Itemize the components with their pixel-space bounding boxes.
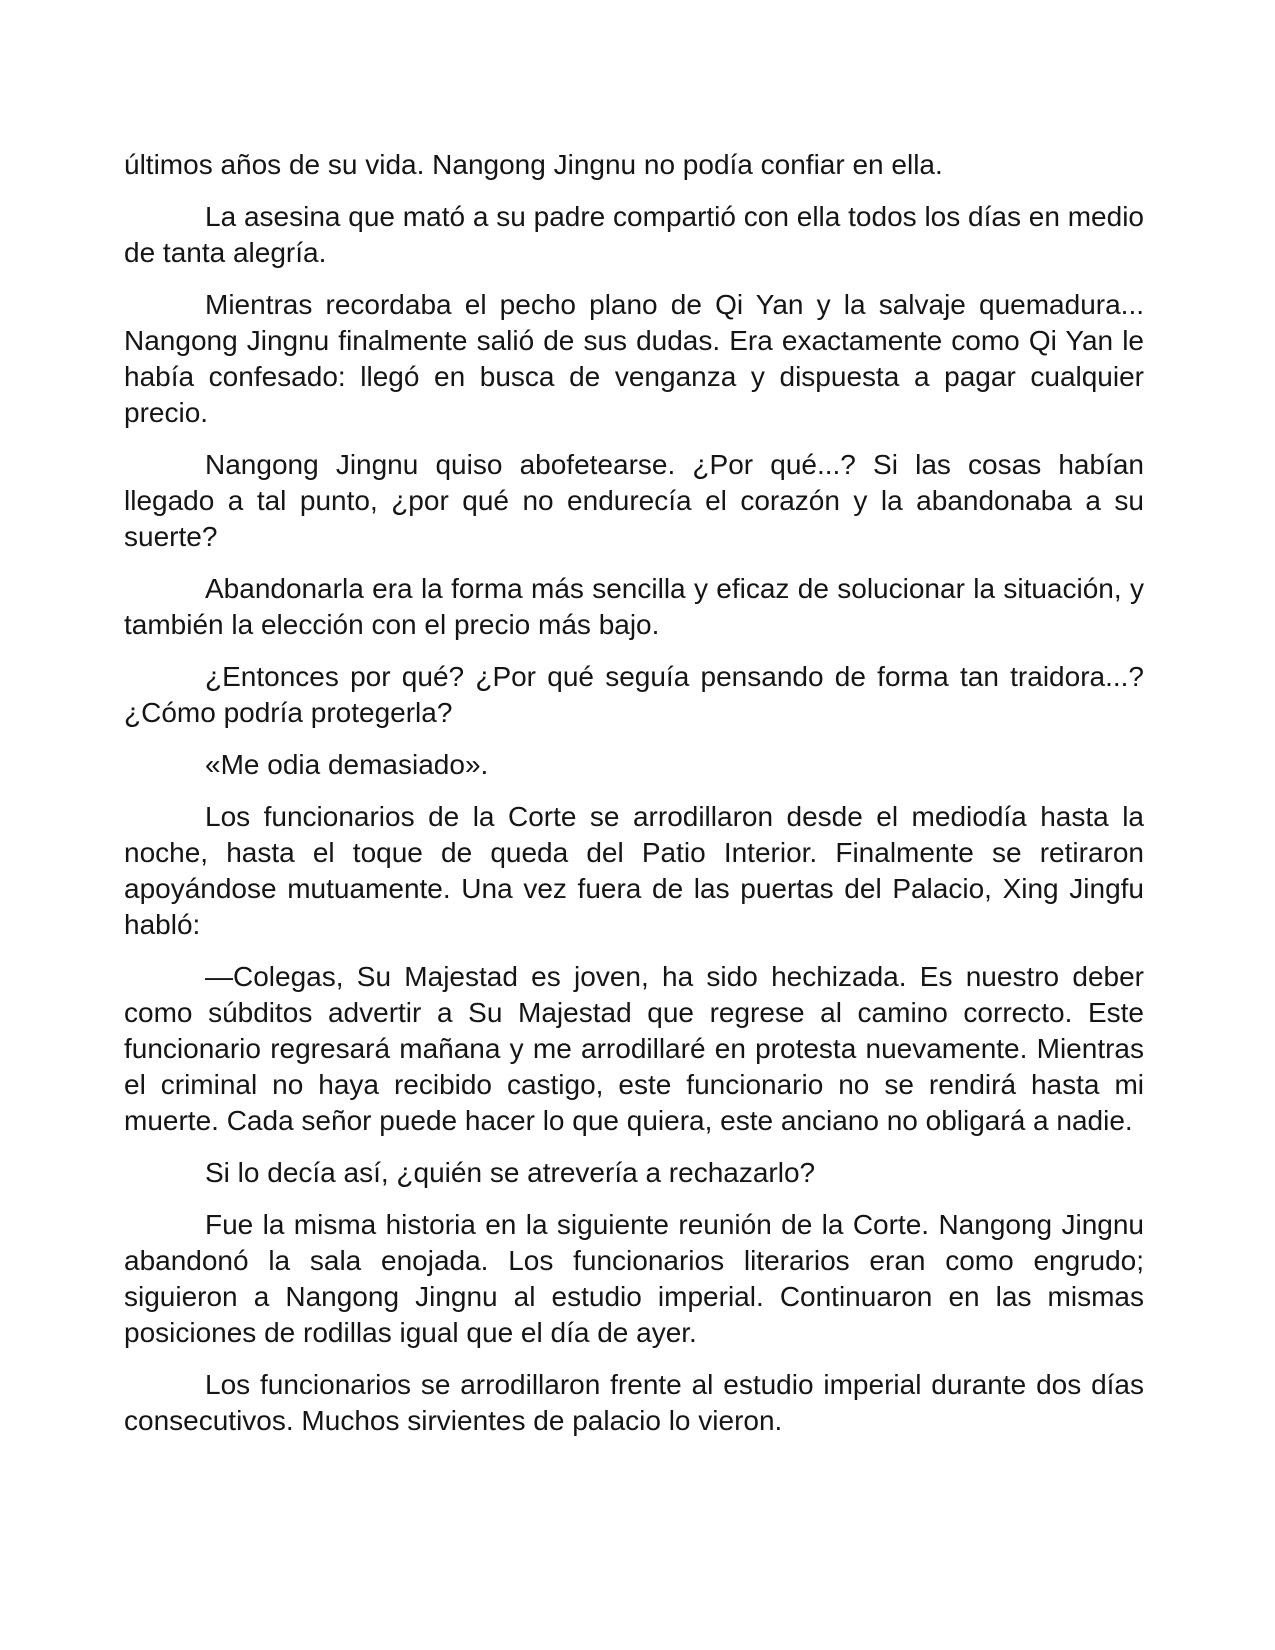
paragraph-2: La asesina que mató a su padre compartió con ella todos los días en medio de tanta alegría. xyxy=(124,201,1144,268)
paragraph-10: Si lo decía así, ¿quién se atrevería a rechazarlo? xyxy=(205,1157,816,1188)
paragraph-5: Abandonarla era la forma más sencilla y eficaz de solucionar la situación, y también la elección con el precio más bajo. xyxy=(124,573,1144,640)
paragraph-8: Los funcionarios de la Corte se arrodillaron desde el mediodía hasta la noche, hasta el toque de queda del Patio Interior. Finalmente se retiraron apoyándose mutuamente. Una vez fuera de las puertas del Palacio, Xing Jingfu habló: xyxy=(124,801,1144,940)
paragraph-9: —Colegas, Su Majestad es joven, ha sido hechizada. Es nuestro deber como súbditos advertir a Su Majestad que regrese al camino correcto. Este funcionario regresará mañana y me arrodillaré en protesta nuevamente. Mientras el criminal no haya recibido castigo, este funcionario no se rendirá hasta mi muerte. Cada señor puede hacer lo que quiera, este anciano no obligará a nadie. xyxy=(124,961,1144,1136)
paragraph-12: Los funcionarios se arrodillaron frente al estudio imperial durante dos días consecutivos. Muchos sirvientes de palacio lo vieron. xyxy=(124,1369,1144,1436)
paragraph-11: Fue la misma historia en la siguiente reunión de la Corte. Nangong Jingnu abandonó la sala enojada. Los funcionarios literarios eran como engrudo; siguieron a Nangong Jingnu al estudio imperial. Continuaron en las mismas posiciones de rodillas igual que el día de ayer. xyxy=(124,1209,1144,1348)
paragraph-4: Nangong Jingnu quiso abofetearse. ¿Por qué...? Si las cosas habían llegado a tal punto, ¿por qué no endurecía el corazón y la abandonaba a su suerte? xyxy=(124,449,1144,552)
paragraph-1: últimos años de su vida. Nangong Jingnu no podía confiar en ella. xyxy=(124,149,943,180)
paragraph-3: Mientras recordaba el pecho plano de Qi Yan y la salvaje quemadura... Nangong Jingnu finalmente salió de sus dudas. Era exactamente como Qi Yan le había confesado: llegó en busca de venganza y dispuesta a pagar cualquier precio. xyxy=(124,289,1144,428)
document-page xyxy=(124,147,1144,1455)
paragraph-6: ¿Entonces por qué? ¿Por qué seguía pensando de forma tan traidora...? ¿Cómo podría protegerla? xyxy=(124,661,1144,728)
paragraph-7: «Me odia demasiado». xyxy=(205,749,489,780)
